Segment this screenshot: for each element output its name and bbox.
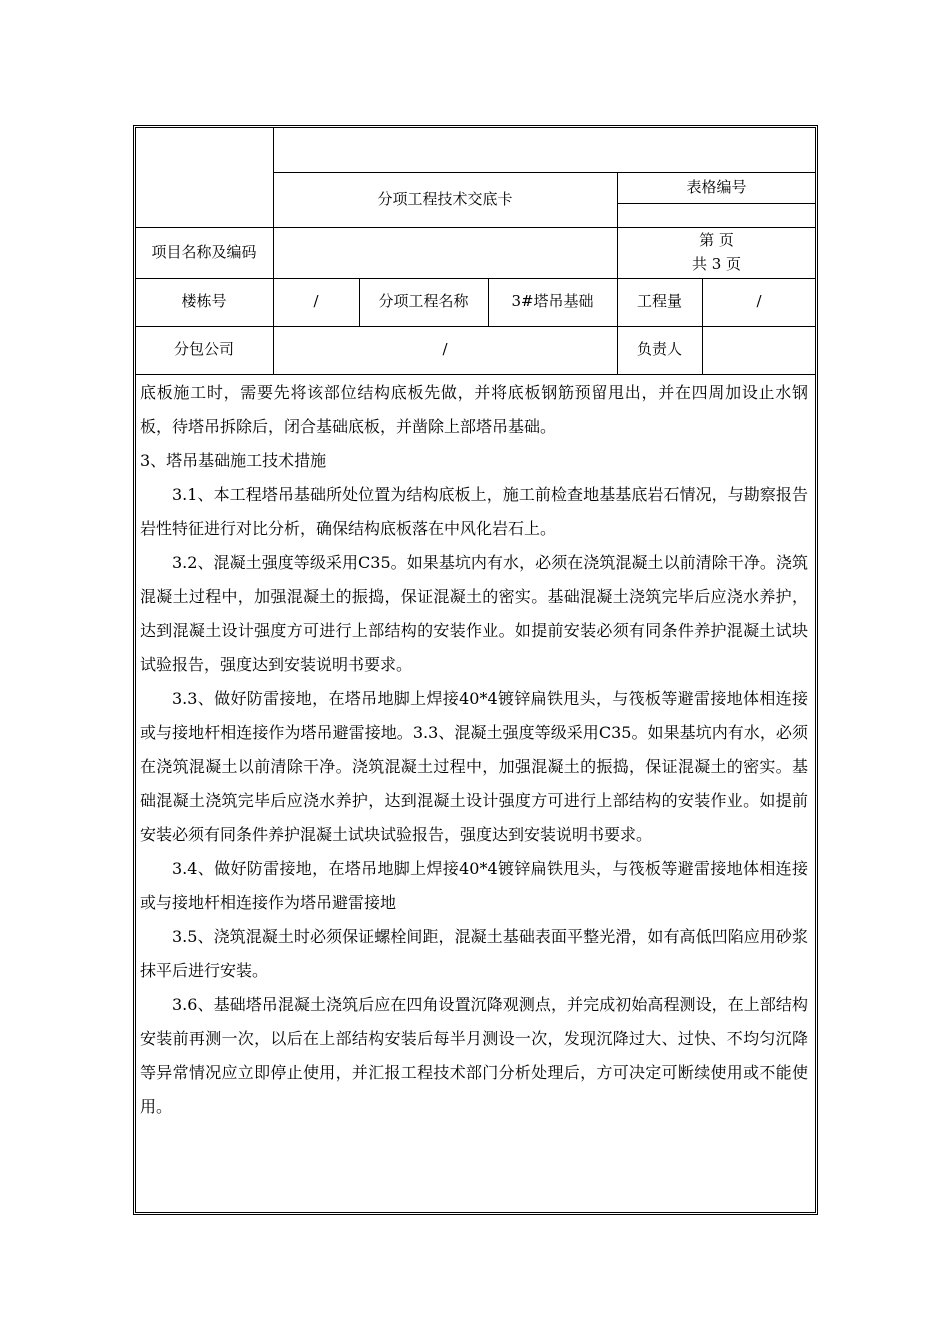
page-number-cell [617, 227, 816, 278]
section-heading: 3、塔吊基础施工技术措施 [140, 451, 327, 470]
subcontractor-value [273, 326, 617, 374]
subproject-value-text: 3#塔吊基础 [511, 292, 594, 311]
disclosure-content [140, 376, 808, 1124]
quantity-label [617, 278, 702, 326]
quantity-label-text: 工程量 [636, 292, 682, 311]
paragraph: 3.6、基础塔吊混凝土浇筑后应在四角设置沉降观测点，并完成初始高程测设，在上部结构安装前再测一次，以后在上部结构安装后每半月测设一次，发现沉降过大、过快、不均匀沉降等异常情况应立即停止使用，并汇报工程技术部门分析处理后，方可决定可断续使用或不能使用。 [140, 995, 808, 1116]
project-name-value [273, 227, 617, 278]
person-in-charge-value [702, 326, 816, 374]
form-title-text: 分项工程技术交底卡 [377, 189, 513, 208]
paragraph: 3.4、做好防雷接地，在塔吊地脚上焊接40*4镀锌扁铁甩头，与筏板等避雷接地体相连接或与接地杆相连接作为塔吊避雷接地 [140, 859, 808, 912]
paragraph: 3.2、混凝土强度等级采用C35。如果基坑内有水，必须在浇筑混凝土以前清除干净。浇筑混凝土过程中，加强混凝土的振捣，保证混凝土的密实。基础混凝土浇筑完毕后应浇水养护，达到混凝土设计强度方可进行上部结构的安装作业。如提前安装必须有同条件养护混凝土试块试验报告，强度达到安装说明书要求。 [140, 553, 808, 674]
subcontractor-label [135, 326, 273, 374]
form-number-value [617, 203, 816, 227]
paragraph: 底板施工时，需要先将该部位结构底板先做，并将底板钢筋预留甩出，并在四周加设止水钢板，待塔吊拆除后，闭合基础底板，并凿除上部塔吊基础。 [140, 383, 808, 436]
building-value-text: / [313, 292, 319, 311]
grid-line [135, 374, 816, 375]
person-in-charge-label-text: 负责人 [636, 340, 682, 359]
subproject-label [359, 278, 488, 326]
subproject-label-text: 分项工程名称 [378, 292, 469, 311]
paragraph: 3.5、浇筑混凝土时必须保证螺栓间距，混凝土基础表面平整光滑，如有高低凹陷应用砂浆抹平后进行安装。 [140, 927, 808, 980]
quantity-value-text: / [756, 292, 762, 311]
paragraph: 3.3、做好防雷接地，在塔吊地脚上焊接40*4镀锌扁铁甩头，与筏板等避雷接地体相连接或与接地杆相连接作为塔吊避雷接地。3.3、混凝土强度等级采用C35。如果基坑内有水，必须在浇筑混凝土以前清除干净。浇筑混凝土过程中，加强混凝土的振捣，保证混凝土的密实。基础混凝土浇筑完毕后应浇水养护，达到混凝土设计强度方可进行上部结构的安装作业。如提前安装必须有同条件养护混凝土试块试验报告，强度达到安装说明书要求。 [140, 689, 808, 844]
form-number-label-text: 表格编号 [686, 177, 747, 196]
page-label: 第 页 [699, 231, 734, 250]
building-label-text: 楼栋号 [181, 292, 227, 311]
total-pages: 共 3 页 [691, 254, 742, 273]
subproject-value [488, 278, 617, 326]
subcontractor-label-text: 分包公司 [173, 340, 234, 359]
paragraph: 3.1、本工程塔吊基础所处位置为结构底板上，施工前检查地基基底岩石情况，与勘察报告岩性特征进行对比分析，确保结构底板落在中风化岩石上。 [140, 485, 808, 538]
quantity-value [702, 278, 816, 326]
subcontractor-value-text: / [442, 340, 448, 359]
project-name-label [135, 227, 273, 278]
person-in-charge-label [617, 326, 702, 374]
project-name-label-text: 项目名称及编码 [151, 242, 257, 261]
building-label [135, 278, 273, 326]
building-value [273, 278, 359, 326]
form-title [273, 172, 617, 227]
form-number-label [617, 172, 816, 203]
